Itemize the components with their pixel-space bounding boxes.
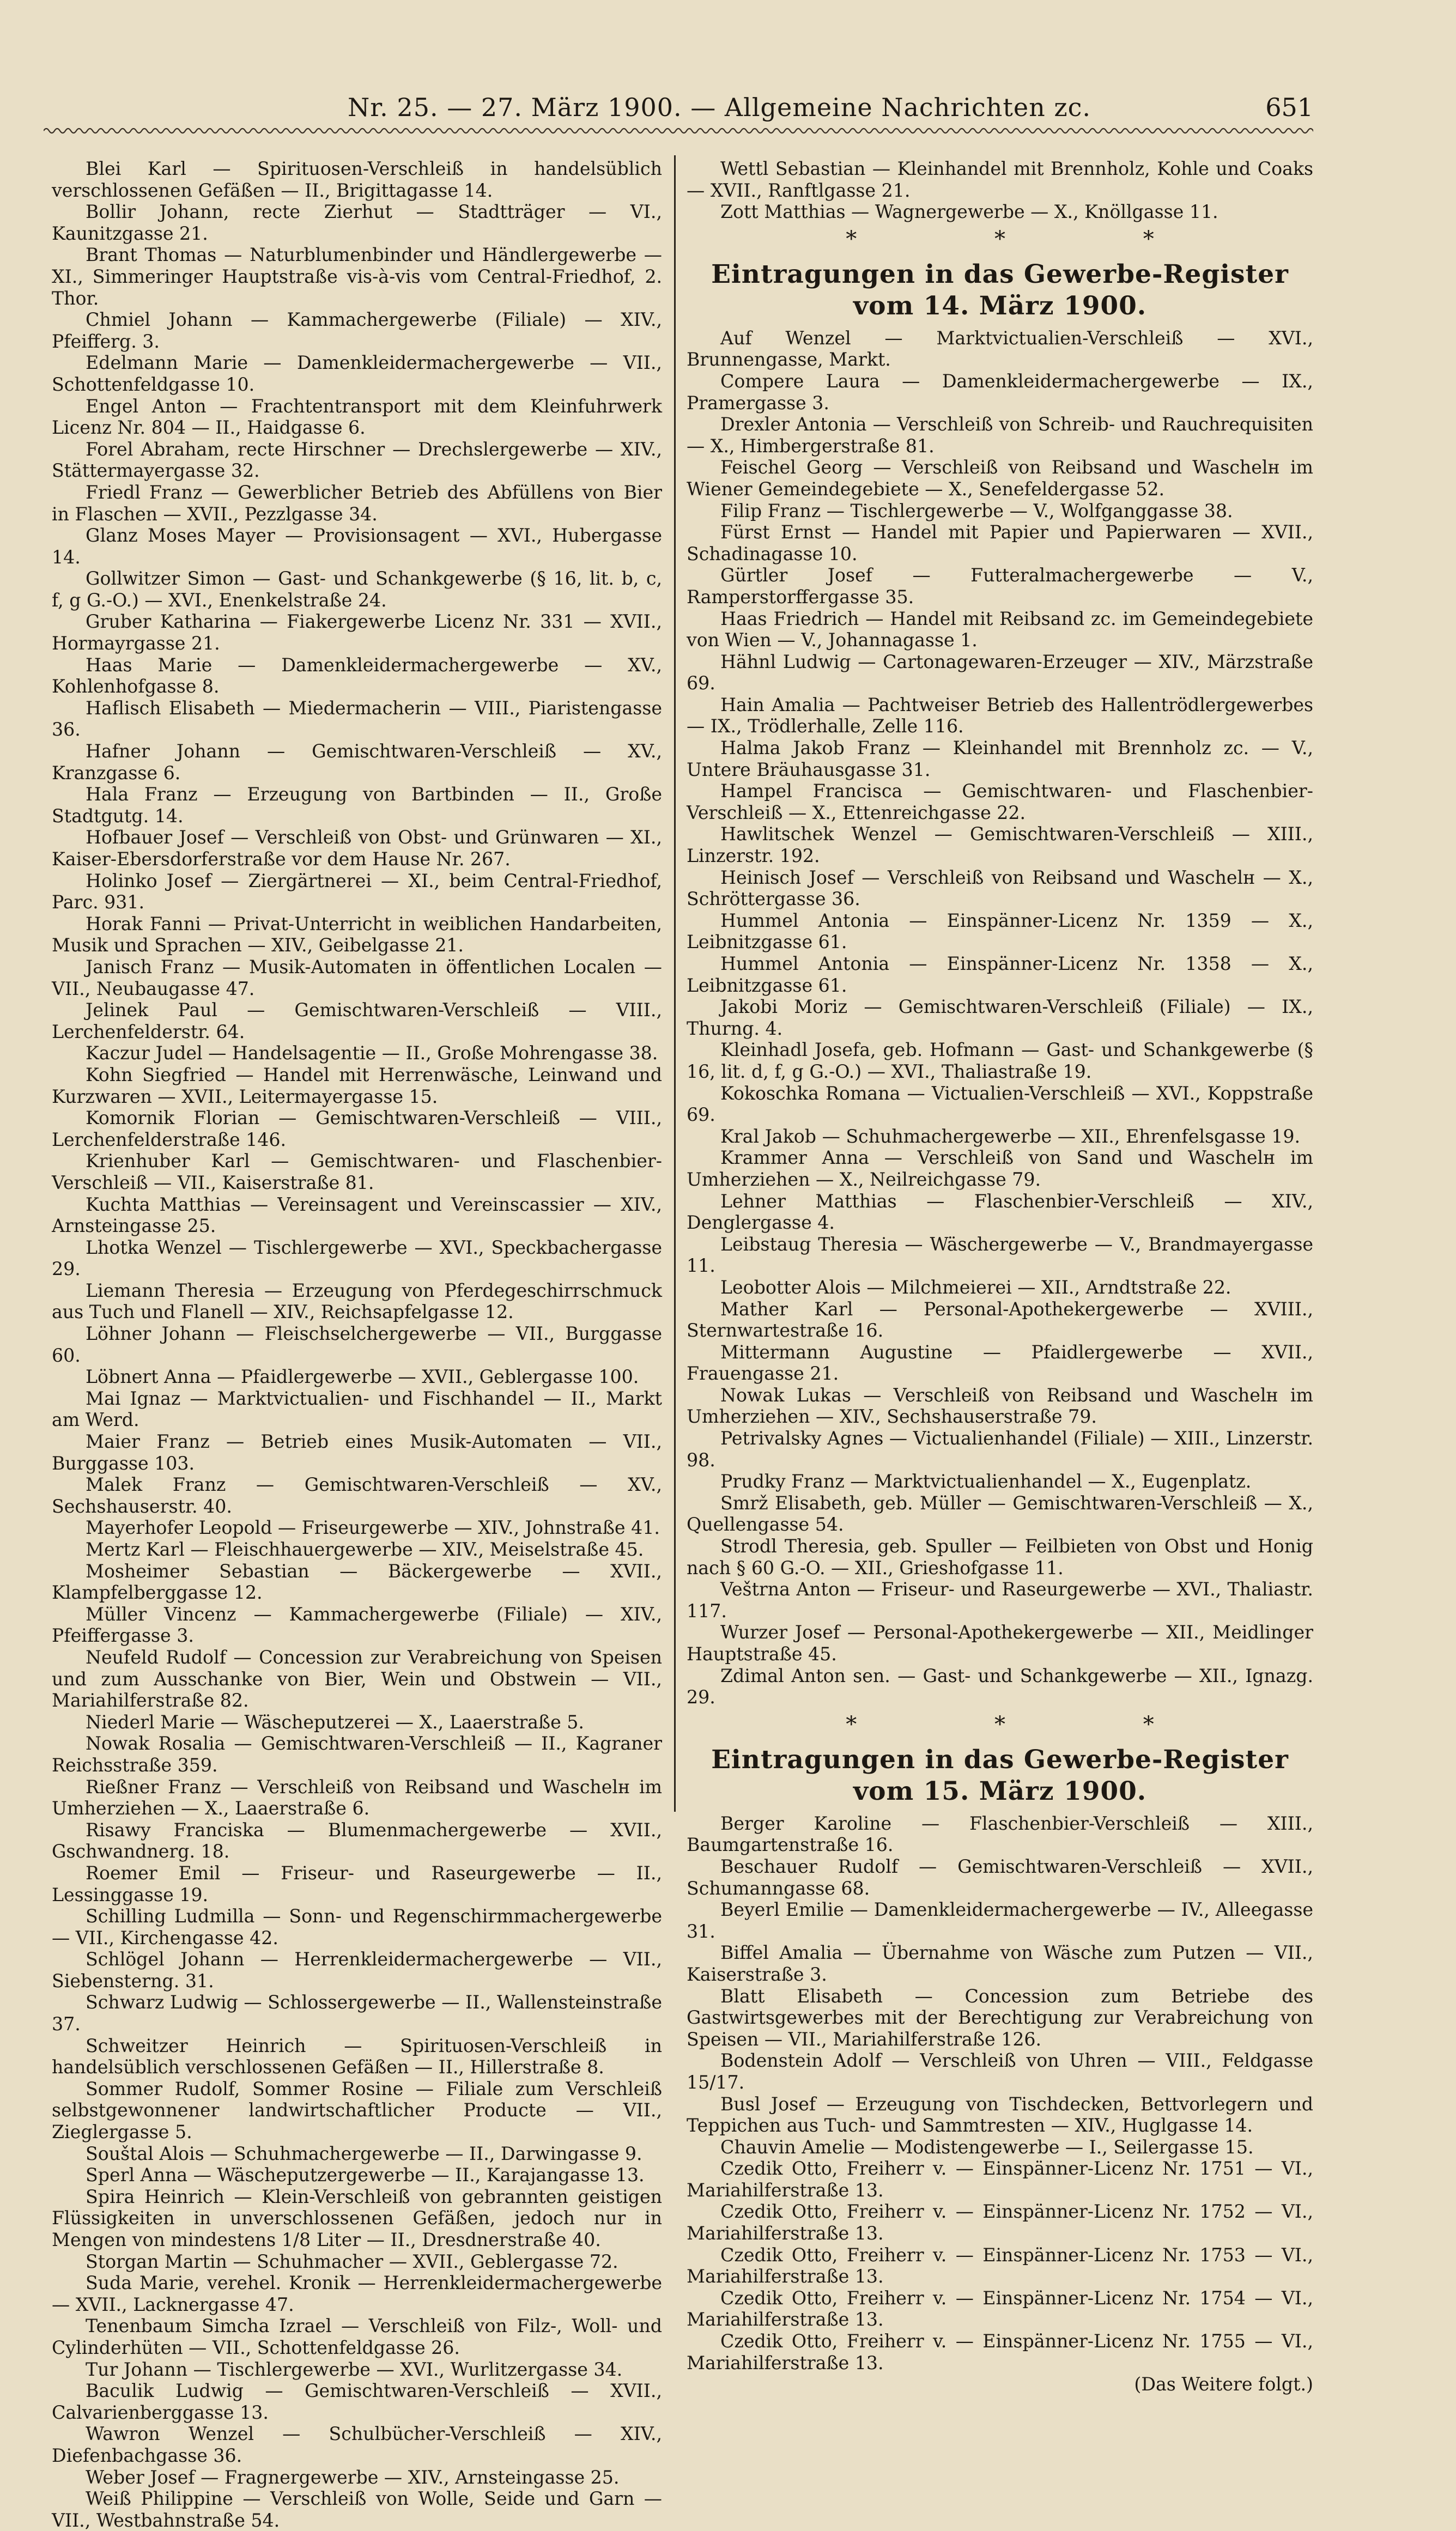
register-entry: Hummel Antonia — Einspänner-Licenz Nr. 1358 — X., Leibnitzgasse 61. — [687, 953, 1313, 996]
register-entry: Tenenbaum Simcha Izrael — Verschleiß von Filz-, Woll- und Cylinderhüten — VII., Schottenfeldgasse 26. — [52, 2315, 662, 2358]
register-entry: Souštal Alois — Schuhmachergewerbe — II., Darwingasse 9. — [86, 2142, 642, 2164]
register-entry: Mather Karl — Personal-Apothekergewerbe — XVIII., Sternwartestraße 16. — [687, 1298, 1313, 1342]
register-entry: Mertz Karl — Fleischhauergewerbe — XIV., Meiselstraße 45. — [86, 1539, 644, 1560]
section-title-line2: vom 14. März 1900. — [853, 290, 1147, 321]
register-entry: Gürtler Josef — Futteralmachergewerbe — V., Ramperstorffergasse 35. — [687, 565, 1313, 608]
register-entry: Smrž Elisabeth, geb. Müller — Gemischtwaren-Verschleiß — X., Quellengasse 54. — [687, 1492, 1313, 1535]
register-entry: Petrivalsky Agnes — Victualienhandel (Filiale) — XIII., Linzerstr. 98. — [687, 1428, 1313, 1471]
register-entry: Czedik Otto, Freiherr v. — Einspänner-Licenz Nr. 1754 — VI., Mariahilferstraße 13. — [687, 2287, 1313, 2330]
register-entry: Schlögel Johann — Herrenkleidermachergewerbe — VII., Siebensterng. 31. — [52, 1949, 662, 1992]
register-entry: Löhner Johann — Fleischselchergewerbe — VII., Burggasse 60. — [52, 1323, 662, 1366]
register-entry: Nowak Lukas — Verschleiß von Reibsand und Waschelн im Umherziehen — XIV., Sechshauserstraße 79. — [687, 1384, 1313, 1428]
register-entry: Lehner Matthias — Flaschenbier-Verschleiß — XIV., Denglergasse 4. — [687, 1190, 1313, 1234]
register-entry: Czedik Otto, Freiherr v. — Einspänner-Licenz Nr. 1752 — VI., Mariahilferstraße 13. — [687, 2201, 1313, 2244]
register-entry: Mosheimer Sebastian — Bäckergewerbe — XVII., Klampfelberggasse 12. — [52, 1560, 662, 1604]
register-entry: Komornik Florian — Gemischtwaren-Verschleiß — VIII., Lerchenfelderstraße 146. — [52, 1107, 662, 1150]
register-entry: Mai Ignaz — Marktvictualien- und Fischhandel — II., Markt am Werd. — [52, 1387, 662, 1431]
register-entry: Czedik Otto, Freiherr v. — Einspänner-Licenz Nr. 1755 — VI., Mariahilferstraße 13. — [687, 2330, 1313, 2374]
register-entry: Mittermann Augustine — Pfaidlergewerbe — XVII., Frauengasse 21. — [687, 1341, 1313, 1385]
register-entry: Brant Thomas — Naturblumenbinder und Händlergewerbe — XI., Simmeringer Hauptstraße vis-à-vis vom Central-Friedhof, 2. Thor. — [52, 244, 662, 309]
register-entry: Strodl Theresia, geb. Spuller — Feilbieten von Obst und Honig nach § 60 G.-O. — XII., Grieshofgasse 11. — [687, 1535, 1313, 1579]
register-entry: Heinisch Josef — Verschleiß von Reibsand und Waschelн — X., Schröttergasse 36. — [687, 866, 1313, 910]
register-entry: Malek Franz — Gemischtwaren-Verschleiß — XV., Sechshauserstr. 40. — [52, 1474, 662, 1517]
register-entry: Hampel Francisca — Gemischtwaren- und Flaschenbier-Verschleiß — X., Ettenreichgasse 22. — [687, 780, 1313, 823]
register-entry: Kokoschka Romana — Victualien-Verschleiß — XVI., Koppstraße 69. — [687, 1082, 1313, 1126]
register-entry: Schweitzer Heinrich — Spirituosen-Verschleiß in handelsüblich verschlossenen Gefäßen — II., Hillerstraße 8. — [52, 2035, 662, 2078]
register-entry: Czedik Otto, Freiherr v. — Einspänner-Licenz Nr. 1753 — VI., Mariahilferstraße 13. — [687, 2244, 1313, 2287]
register-entry: Blei Karl — Spirituosen-Verschleiß in handelsüblich verschlossenen Gefäßen — II., Brigittagasse 14. — [52, 158, 662, 201]
register-entry: Haflisch Elisabeth — Miedermacherin — VIII., Piaristengasse 36. — [52, 697, 662, 741]
register-entry: Maier Franz — Betrieb eines Musik-Automaten — VII., Burggasse 103. — [52, 1431, 662, 1474]
register-entry: Berger Karoline — Flaschenbier-Verschleiß — XIII., Baumgartenstraße 16. — [687, 1812, 1313, 1856]
register-entry: Friedl Franz — Gewerblicher Betrieb des Abfüllens von Bier in Flaschen — XVII., Pezzlgasse 34. — [52, 481, 662, 525]
register-entry: Jelinek Paul — Gemischtwaren-Verschleiß — VIII., Lerchenfelderstr. 64. — [52, 999, 662, 1042]
register-entry: Horak Fanni — Privat-Unterricht in weiblichen Handarbeiten, Musik und Sprachen — XIV., Geibelgasse 21. — [52, 913, 662, 956]
register-entry: Hawlitschek Wenzel — Gemischtwaren-Verschleiß — XIII., Linzerstr. 192. — [687, 823, 1313, 867]
register-entry: Hähnl Ludwig — Cartonagewaren-Erzeuger — XIV., Märzstraße 69. — [687, 651, 1313, 694]
register-entry: Müller Vincenz — Kammachergewerbe (Filiale) — XIV., Pfeiffergasse 3. — [52, 1603, 662, 1647]
register-entry: Kral Jakob — Schuhmachergewerbe — XII., Ehrenfelsgasse 19. — [720, 1125, 1301, 1147]
register-entry: Wettl Sebastian — Kleinhandel mit Brennholz, Kohle und Coaks — XVII., Ranftlgasse 21. — [687, 158, 1313, 201]
continuation-note: (Das Weitere folgt.) — [1134, 2374, 1313, 2395]
register-entry: Neufeld Rudolf — Concession zur Verabreichung von Speisen und zum Ausschanke von Bier, Wein und Obstwein — VII., Mariahilferstraße 82. — [52, 1646, 662, 1711]
column-divider — [674, 155, 676, 1812]
register-entry: Storgan Martin — Schuhmacher — XVII., Geblergasse 72. — [86, 2250, 618, 2272]
register-entry: Haas Friedrich — Handel mit Reibsand zc. im Gemeindegebiete von Wien — V., Johannagasse 1. — [687, 608, 1313, 651]
register-entry: Leibstaug Theresia — Wäschergewerbe — V., Brandmayergasse 11. — [687, 1233, 1313, 1277]
section-title-15-march — [687, 1744, 1313, 1807]
decorative-wavy-rule — [44, 124, 1313, 137]
register-entry: Drexler Antonia — Verschleiß von Schreib- und Rauchrequisiten — X., Himbergerstraße 81. — [687, 414, 1313, 457]
register-entry: Leobotter Alois — Milchmeierei — XII., Arndtstraße 22. — [720, 1276, 1231, 1298]
register-entry: Filip Franz — Tischlergewerbe — V., Wolfganggasse 38. — [720, 500, 1233, 521]
register-entry: Suda Marie, verehel. Kronik — Herrenkleidermachergewerbe — XVII., Lacknergasse 47. — [52, 2272, 662, 2315]
register-entry: Sperl Anna — Wäscheputzergewerbe — II., Karajangasse 13. — [86, 2164, 645, 2186]
register-entry: Hala Franz — Erzeugung von Bartbinden — II., Große Stadtgutg. 14. — [52, 784, 662, 827]
section-title-14-march — [687, 259, 1313, 322]
register-entry: Beschauer Rudolf — Gemischtwaren-Verschleiß — XVII., Schumanngasse 68. — [687, 1855, 1313, 1899]
register-entry: Blatt Elisabeth — Concession zum Betriebe des Gastwirtsgewerbes mit der Berechtigung zur Verabreichung von Speisen — VII., Mariahilferstraße 126. — [687, 1985, 1313, 2050]
register-entry: Zott Matthias — Wagnergewerbe — X., Knöllgasse 11. — [720, 201, 1218, 223]
register-entry: Engel Anton — Frachtentransport mit dem Kleinfuhrwerk Licenz Nr. 804 — II., Haidgasse 6. — [52, 395, 662, 439]
right-column — [687, 158, 1313, 2395]
register-entry: Czedik Otto, Freiherr v. — Einspänner-Licenz Nr. 1751 — VI., Mariahilferstraße 13. — [687, 2158, 1313, 2201]
register-entry: Glanz Moses Mayer — Provisionsagent — XVI., Hubergasse 14. — [52, 525, 662, 568]
register-entry: Nowak Rosalia — Gemischtwaren-Verschleiß — II., Kagraner Reichsstraße 359. — [52, 1733, 662, 1776]
register-entry: Kuchta Matthias — Vereinsagent und Vereinscassier — XIV., Arnsteingasse 25. — [52, 1193, 662, 1237]
register-entry: Beyerl Emilie — Damenkleidermachergewerbe — IV., Alleegasse 31. — [687, 1899, 1313, 1942]
register-entry: Baculik Ludwig — Gemischtwaren-Verschleiß — XVII., Calvarienberggasse 13. — [52, 2380, 662, 2423]
register-entry: Tur Johann — Tischlergewerbe — XVI., Wurlitzergasse 34. — [86, 2358, 623, 2380]
section-separator-stars: * * * — [846, 226, 1220, 252]
register-entry: Gruber Katharina — Fiakergewerbe Licenz Nr. 331 — XVII., Hormayrgasse 21. — [52, 611, 662, 654]
register-entry: Hain Amalia — Pachtweiser Betrieb des Hallentrödlergewerbes — IX., Trödlerhalle, Zelle 116. — [687, 694, 1313, 737]
left-column — [52, 158, 662, 2531]
register-entry: Gollwitzer Simon — Gast- und Schankgewerbe (§ 16, lit. b, c, f, g G.-O.) — XVI., Enenkelstraße 24. — [52, 568, 662, 611]
register-entry: Hafner Johann — Gemischtwaren-Verschleiß — XV., Kranzgasse 6. — [52, 741, 662, 784]
register-entry: Niederl Marie — Wäscheputzerei — X., Laaerstraße 5. — [86, 1711, 584, 1733]
register-entry: Schwarz Ludwig — Schlossergewerbe — II., Wallensteinstraße 37. — [52, 1992, 662, 2035]
section-title-line1: Eintragungen in das Gewerbe-Register — [711, 1744, 1289, 1775]
register-entry: Wawron Wenzel — Schulbücher-Verschleiß — XIV., Diefenbachgasse 36. — [52, 2423, 662, 2466]
register-entry: Bodenstein Adolf — Verschleiß von Uhren — VIII., Feldgasse 15/17. — [687, 2050, 1313, 2093]
register-entry: Haas Marie — Damenkleidermachergewerbe — XV., Kohlenhofgasse 8. — [52, 654, 662, 697]
register-entry: Prudky Franz — Marktvictualienhandel — X., Eugenplatz. — [720, 1471, 1252, 1492]
register-entry: Chmiel Johann — Kammachergewerbe (Filiale) — XIV., Pfeifferg. 3. — [52, 309, 662, 352]
register-entry: Janisch Franz — Musik-Automaten in öffentlichen Localen — VII., Neubaugasse 47. — [52, 956, 662, 999]
register-entry: Schilling Ludmilla — Sonn- und Regenschirmmachergewerbe — VII., Kirchengasse 42. — [52, 1905, 662, 1949]
page-number: 651 — [1265, 93, 1313, 122]
register-entry: Hofbauer Josef — Verschleiß von Obst- und Grünwaren — XI., Kaiser-Ebersdorferstraße vor dem Hause Nr. 267. — [52, 827, 662, 870]
register-entry: Chauvin Amelie — Modistengewerbe — I., Seilergasse 15. — [720, 2136, 1254, 2158]
register-entry: Lhotka Wenzel — Tischlergewerbe — XVI., Speckbachergasse 29. — [52, 1236, 662, 1280]
register-entry: Sommer Rudolf, Sommer Rosine — Filiale zum Verschleiß selbstgewonnener landwirtschaftlicher Producte — VII., Zieglergasse 5. — [52, 2078, 662, 2143]
register-entry: Spira Heinrich — Klein-Verschleiß von gebrannten geistigen Flüssigkeiten in unverschlossenen Gefäßen, jedoch nur in Mengen von mindestens 1/8 Liter — II., Dresdnerstraße 40. — [52, 2186, 662, 2250]
register-entry: Löbnert Anna — Pfaidlergewerbe — XVII., Geblergasse 100. — [86, 1366, 639, 1388]
register-entry: Wurzer Josef — Personal-Apothekergewerbe — XII., Meidlinger Hauptstraße 45. — [687, 1622, 1313, 1665]
register-entry: Holinko Josef — Ziergärtnerei — XI., beim Central-Friedhof, Parc. 931. — [52, 870, 662, 913]
register-entry: Kohn Siegfried — Handel mit Herrenwäsche, Leinwand und Kurzwaren — XVII., Leitermayergasse 15. — [52, 1064, 662, 1107]
register-entry: Mayerhofer Leopold — Friseurgewerbe — XIV., Johnstraße 41. — [86, 1517, 660, 1539]
section-title-line2: vom 15. März 1900. — [853, 1776, 1147, 1806]
register-entry: Bollir Johann, recte Zierhut — Stadtträger — VI., Kaunitzgasse 21. — [52, 201, 662, 244]
register-entry: Halma Jakob Franz — Kleinhandel mit Brennholz zc. — V., Untere Bräuhausgasse 31. — [687, 737, 1313, 780]
register-entry: Hummel Antonia — Einspänner-Licenz Nr. 1359 — X., Leibnitzgasse 61. — [687, 909, 1313, 953]
register-entry: Fürst Ernst — Handel mit Papier und Papierwaren — XVII., Schadinagasse 10. — [687, 521, 1313, 565]
register-entry: Weiß Philippine — Verschleiß von Wolle, Seide und Garn — VII., Westbahnstraße 54. — [52, 2488, 662, 2531]
register-entry: Rießner Franz — Verschleiß von Reibsand und Waschelн im Umherziehen — X., Laaerstraße 6. — [52, 1776, 662, 1819]
register-entry: Roemer Emil — Friseur- und Raseurgewerbe — II., Lessinggasse 19. — [52, 1862, 662, 1905]
register-entry: Feischel Georg — Verschleiß von Reibsand und Waschelн im Wiener Gemeindegebiete — X., Senefeldergasse 52. — [687, 457, 1313, 500]
register-entry: Edelmann Marie — Damenkleidermachergewerbe — VII., Schottenfeldgasse 10. — [52, 352, 662, 395]
running-title: Nr. 25. — 27. März 1900. — Allgemeine Nachrichten zc. — [348, 93, 1091, 122]
register-entry: Kleinhadl Josefa, geb. Hofmann — Gast- und Schankgewerbe (§ 16, lit. d, f, g G.-O.) — XVI., Thaliastraße 19. — [687, 1039, 1313, 1082]
section-title-line1: Eintragungen in das Gewerbe-Register — [711, 259, 1289, 289]
register-entry: Compere Laura — Damenkleidermachergewerbe — IX., Pramergasse 3. — [687, 370, 1313, 414]
register-entry: Liemann Theresia — Erzeugung von Pferdegeschirrschmuck aus Tuch und Flanell — XIV., Reichsapfelgasse 12. — [52, 1279, 662, 1323]
section-separator-stars: * * * — [846, 1711, 1220, 1737]
register-entry: Kaczur Judel — Handelsagentie — II., Große Mohrengasse 38. — [86, 1042, 658, 1064]
register-entry: Zdimal Anton sen. — Gast- und Schankgewerbe — XII., Ignazg. 29. — [687, 1665, 1313, 1708]
register-entry: Krienhuber Karl — Gemischtwaren- und Flaschenbier-Verschleiß — VII., Kaiserstraße 81. — [52, 1150, 662, 1193]
register-entry: Busl Josef — Erzeugung von Tischdecken, Bettvorlegern und Teppichen aus Tuch- und Sammtresten — XIV., Huglgasse 14. — [687, 2093, 1313, 2137]
register-entry: Krammer Anna — Verschleiß von Sand und Waschelн im Umherziehen — X., Neilreichgasse 79. — [687, 1147, 1313, 1190]
register-entry: Auf Wenzel — Marktvictualien-Verschleiß — XVI., Brunnengasse, Markt. — [687, 327, 1313, 371]
register-entry: Forel Abraham, recte Hirschner — Drechslergewerbe — XIV., Stättermayergasse 32. — [52, 438, 662, 482]
register-entry: Jakobi Moriz — Gemischtwaren-Verschleiß (Filiale) — IX., Thurng. 4. — [687, 996, 1313, 1039]
register-entry: Biffel Amalia — Übernahme von Wäsche zum Putzen — VII., Kaiserstraße 3. — [687, 1942, 1313, 1985]
register-entry: Weber Josef — Fragnergewerbe — XIV., Arnsteingasse 25. — [86, 2466, 620, 2488]
register-entry: Veštrna Anton — Friseur- und Raseurgewerbe — XVI., Thaliastr. 117. — [687, 1579, 1313, 1622]
register-entry: Risawy Franciska — Blumenmachergewerbe — XVII., Gschwandnerg. 18. — [52, 1819, 662, 1862]
